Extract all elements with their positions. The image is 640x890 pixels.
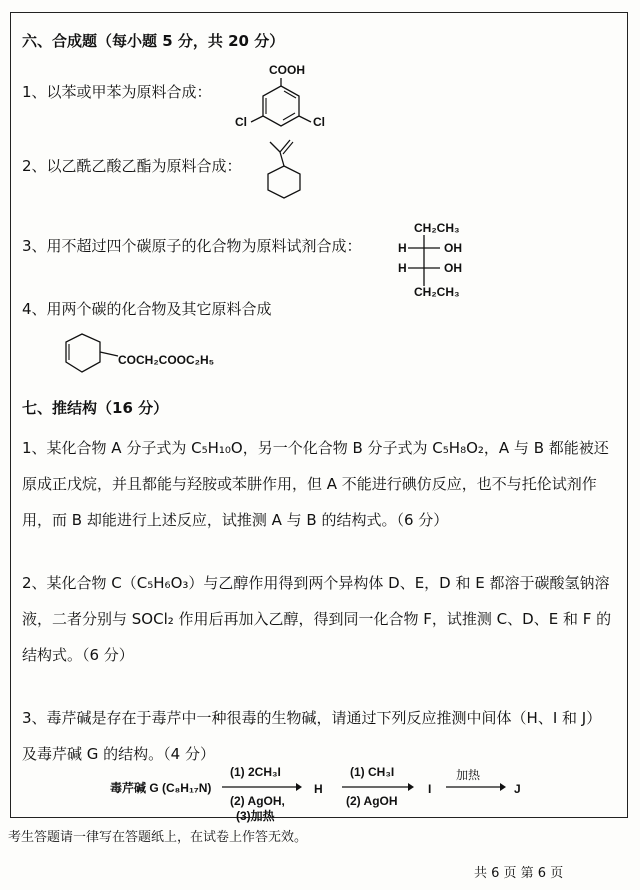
fischer-h1: H: [398, 241, 407, 255]
scheme-product-h: H: [314, 782, 323, 796]
cooh-label: COOH: [269, 63, 305, 77]
fischer-h2: H: [398, 261, 407, 275]
fischer-oh2: OH: [444, 261, 462, 275]
section7-title: 七、推结构（16 分）: [22, 399, 169, 417]
cl-right-label: Cl: [313, 115, 325, 129]
benzoic-acid-structure: [225, 60, 335, 130]
page-number: 共 6 页 第 6 页: [474, 866, 564, 881]
scheme-step1-above: (1) 2CH₃I: [230, 765, 281, 779]
section6-title: 六、合成题（每小题 5 分，共 20 分）: [22, 32, 285, 50]
cyclohexene-structure: [60, 330, 120, 380]
scheme-step2-below: (2) AgOH: [346, 794, 398, 808]
question-6-4: 4、用两个碳的化合物及其它原料合成: [22, 300, 272, 318]
question-6-2: 2、以乙酰乙酸乙酯为原料合成：: [22, 157, 242, 175]
scheme-product-i: I: [428, 782, 432, 796]
reaction-arrow-3: [446, 782, 506, 792]
question-7-1: 1、某化合物 A 分子式为 C₅H₁₀O，另一个化合物 B 分子式为 C₅H₈O₂，A 与 B 都能被还原成正戊烷，并且都能与羟胺或苯肼作用，但 A 不能进行碘仿反应，也不与托伦试剂作用，而 B 却能进行上述反应，试推测 A 与 B 的结构式。（6 分）: [22, 439, 609, 529]
scheme-step1-below2: (3)加热: [236, 809, 275, 823]
question-7-2: 2、某化合物 C（C₅H₆O₃）与乙醇作用得到两个异构体 D、E，D 和 E 都溶于碳酸氢钠溶液，二者分别与 SOCl₂ 作用后再加入乙醇，得到同一化合物 F，试推测 C、D、E 和 F 的结构式。（6 分）: [22, 574, 612, 664]
cl-left-label: Cl: [235, 115, 247, 129]
fischer-top: CH₂CH₃: [414, 221, 460, 235]
fischer-bottom: CH₂CH₃: [414, 285, 460, 298]
q4-formula: COCH₂COOC₂H₅: [118, 353, 215, 367]
fischer-projection-structure: [394, 220, 484, 298]
scheme-start: 毒芹碱 G (C₈H₁₇N): [110, 781, 212, 795]
fischer-oh1: OH: [444, 241, 462, 255]
scheme-product-j: J: [514, 782, 521, 796]
question-6-3: 3、用不超过四个碳原子的化合物为原料试剂合成：: [22, 237, 362, 255]
scheme-step2-above: (1) CH₃I: [350, 765, 395, 779]
question-6-1: 1、以苯或甲苯为原料合成：: [22, 83, 212, 101]
answer-notice: 考生答题请一律写在答题纸上，在试卷上作答无效。: [8, 830, 308, 845]
question-7-3: 3、毒芹碱是存在于毒芹中一种很毒的生物碱，请通过下列反应推测中间体（H、I 和 J）及毒芹碱 G 的结构。（4 分）: [22, 709, 602, 763]
scheme-step3-above: 加热: [456, 768, 481, 782]
cyclohexyl-ketone-structure: [256, 132, 316, 204]
scheme-step1-below1: (2) AgOH,: [230, 794, 285, 808]
